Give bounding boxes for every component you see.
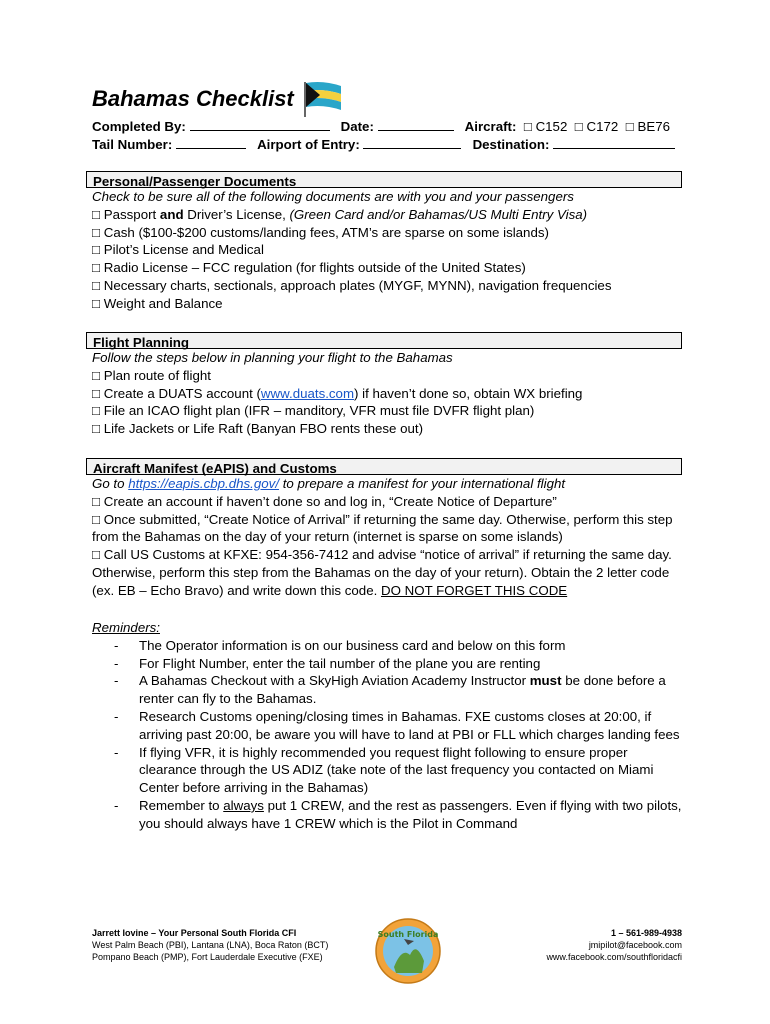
footer-name: Jarrett Iovine – Your Personal South Florida CFI — [92, 928, 297, 938]
header-row-1 — [92, 118, 670, 136]
completed-by-field[interactable] — [190, 118, 330, 131]
footer-contact-left — [92, 927, 328, 963]
footer-phone: 1 – 561-989-4938 — [610, 928, 682, 938]
section-title: Aircraft Manifest (eAPIS) and Customs — [86, 458, 682, 475]
reminders-title: Reminders: — [92, 620, 160, 635]
section-title: Personal/Passenger Documents — [86, 171, 682, 188]
duats-link[interactable]: www.duats.com — [260, 385, 355, 401]
airport-label: Airport of Entry: — [257, 137, 360, 152]
reminder-item: - If flying VFR, it is highly recommended you request flight following to ensure proper clearance through the US ADIZ (take note of the last frequency you contacted on Miami Center before arriving in the Bahamas) — [114, 744, 654, 796]
footer-airports-1: West Palm Beach (PBI), Lantana (LNA), Boca Raton (BCT) — [92, 940, 329, 950]
section-intro: Go to https://eapis.cbp.dhs.gov/ to prepare a manifest for your international flight — [92, 476, 566, 491]
logo-text: South Florida — [377, 930, 439, 939]
header-row-2 — [92, 136, 675, 154]
footer-facebook: www.facebook.com/southfloridacfi — [546, 952, 682, 962]
section-planning — [92, 332, 682, 438]
checklist-item[interactable]: □ Create an account if haven’t done so and log in, “Create Notice of Departure” — [92, 493, 557, 509]
tail-number-field[interactable] — [176, 136, 246, 149]
aircraft-option-c152[interactable]: □ C152 — [523, 119, 568, 134]
checklist-item[interactable]: □ Cash ($100-$200 customs/landing fees, ATM’s are sparse on some islands) — [92, 224, 549, 240]
reminder-item: - Remember to always put 1 CREW, and the rest as passengers. Even if flying with two pilots, you should always have 1 CREW which is the Pilot in Command — [114, 797, 682, 831]
reminder-item: - For Flight Number, enter the tail number of the plane you are renting — [114, 655, 541, 671]
section-intro: Check to be sure all of the following documents are with you and your passengers — [92, 189, 574, 204]
footer-airports-2: Pompano Beach (PMP), Fort Lauderdale Executive (FXE) — [92, 952, 323, 962]
checklist-item[interactable]: □ File an ICAO flight plan (IFR – manditory, VFR must file DVFR flight plan) — [92, 403, 535, 419]
checklist-item[interactable]: □ Call US Customs at KFXE: 954-356-7412 and advise “notice of arrival” if returning the same day. Otherwise, perform this step from the Bahamas on the day of your return). Obtain the 2 letter code (ex. EB – Echo Bravo) and write down this code. DO NOT FORGET THIS CODE — [92, 547, 672, 598]
destination-field[interactable] — [553, 136, 675, 149]
checklist-item[interactable]: □ Life Jackets or Life Raft (Banyan FBO rents these out) — [92, 421, 424, 437]
checklist-item[interactable]: □ Plan route of flight — [92, 367, 211, 383]
south-florida-cfi-logo-icon — [374, 917, 442, 985]
page-title: Bahamas Checklist — [92, 86, 294, 111]
section-reminders — [92, 619, 682, 833]
aircraft-option-be76[interactable]: □ BE76 — [625, 119, 670, 134]
checklist-item[interactable]: □ Weight and Balance — [92, 295, 223, 311]
section-personal — [92, 171, 682, 313]
reminder-item: - The Operator information is on our business card and below on this form — [114, 637, 566, 653]
destination-label: Destination: — [472, 137, 550, 152]
footer-contact-right — [546, 927, 682, 963]
aircraft-label: Aircraft: — [464, 119, 517, 134]
reminder-item: - A Bahamas Checkout with a SkyHigh Aviation Academy Instructor must be done before a renter can fly to the Bahamas. — [114, 673, 666, 707]
checklist-item[interactable]: □ Radio License – FCC regulation (for flights outside of the United States) — [92, 260, 526, 276]
section-intro: Follow the steps below in planning your flight to the Bahamas — [92, 350, 453, 365]
airport-field[interactable] — [363, 136, 461, 149]
checklist-item[interactable]: □ Passport and Driver’s License, (Green Card and/or Bahamas/US Multi Entry Visa) — [92, 206, 588, 222]
date-label: Date: — [340, 119, 374, 134]
aircraft-option-c172[interactable]: □ C172 — [574, 119, 619, 134]
eapis-link[interactable]: https://eapis.cbp.dhs.gov/ — [128, 476, 280, 491]
section-title: Flight Planning — [86, 332, 682, 349]
tail-number-label: Tail Number: — [92, 137, 173, 152]
checklist-item[interactable]: □ Necessary charts, sectionals, approach plates (MYGF, MYNN), navigation frequencies — [92, 277, 612, 293]
date-field[interactable] — [378, 118, 454, 131]
bahamas-flag-icon — [303, 80, 343, 118]
checklist-item[interactable]: □ Once submitted, “Create Notice of Arrival” if returning the same day. Otherwise, perform this step from the Bahamas on the day of your return (internet is sparse on some islands) — [92, 511, 673, 545]
checklist-item[interactable]: □ Pilot’s License and Medical — [92, 242, 264, 258]
reminder-item: - Research Customs opening/closing times in Bahamas. FXE customs closes at 20:00, if arriving past 20:00, be aware you will have to land at PBI or FLL which charges landing fees — [114, 708, 680, 742]
checklist-item[interactable]: □ Create a DUATS account (www.duats.com) if haven’t done so, obtain WX briefing — [92, 385, 583, 401]
footer-email: jmipilot@facebook.com — [588, 940, 682, 950]
section-manifest — [92, 458, 682, 600]
completed-by-label: Completed By: — [92, 119, 186, 134]
